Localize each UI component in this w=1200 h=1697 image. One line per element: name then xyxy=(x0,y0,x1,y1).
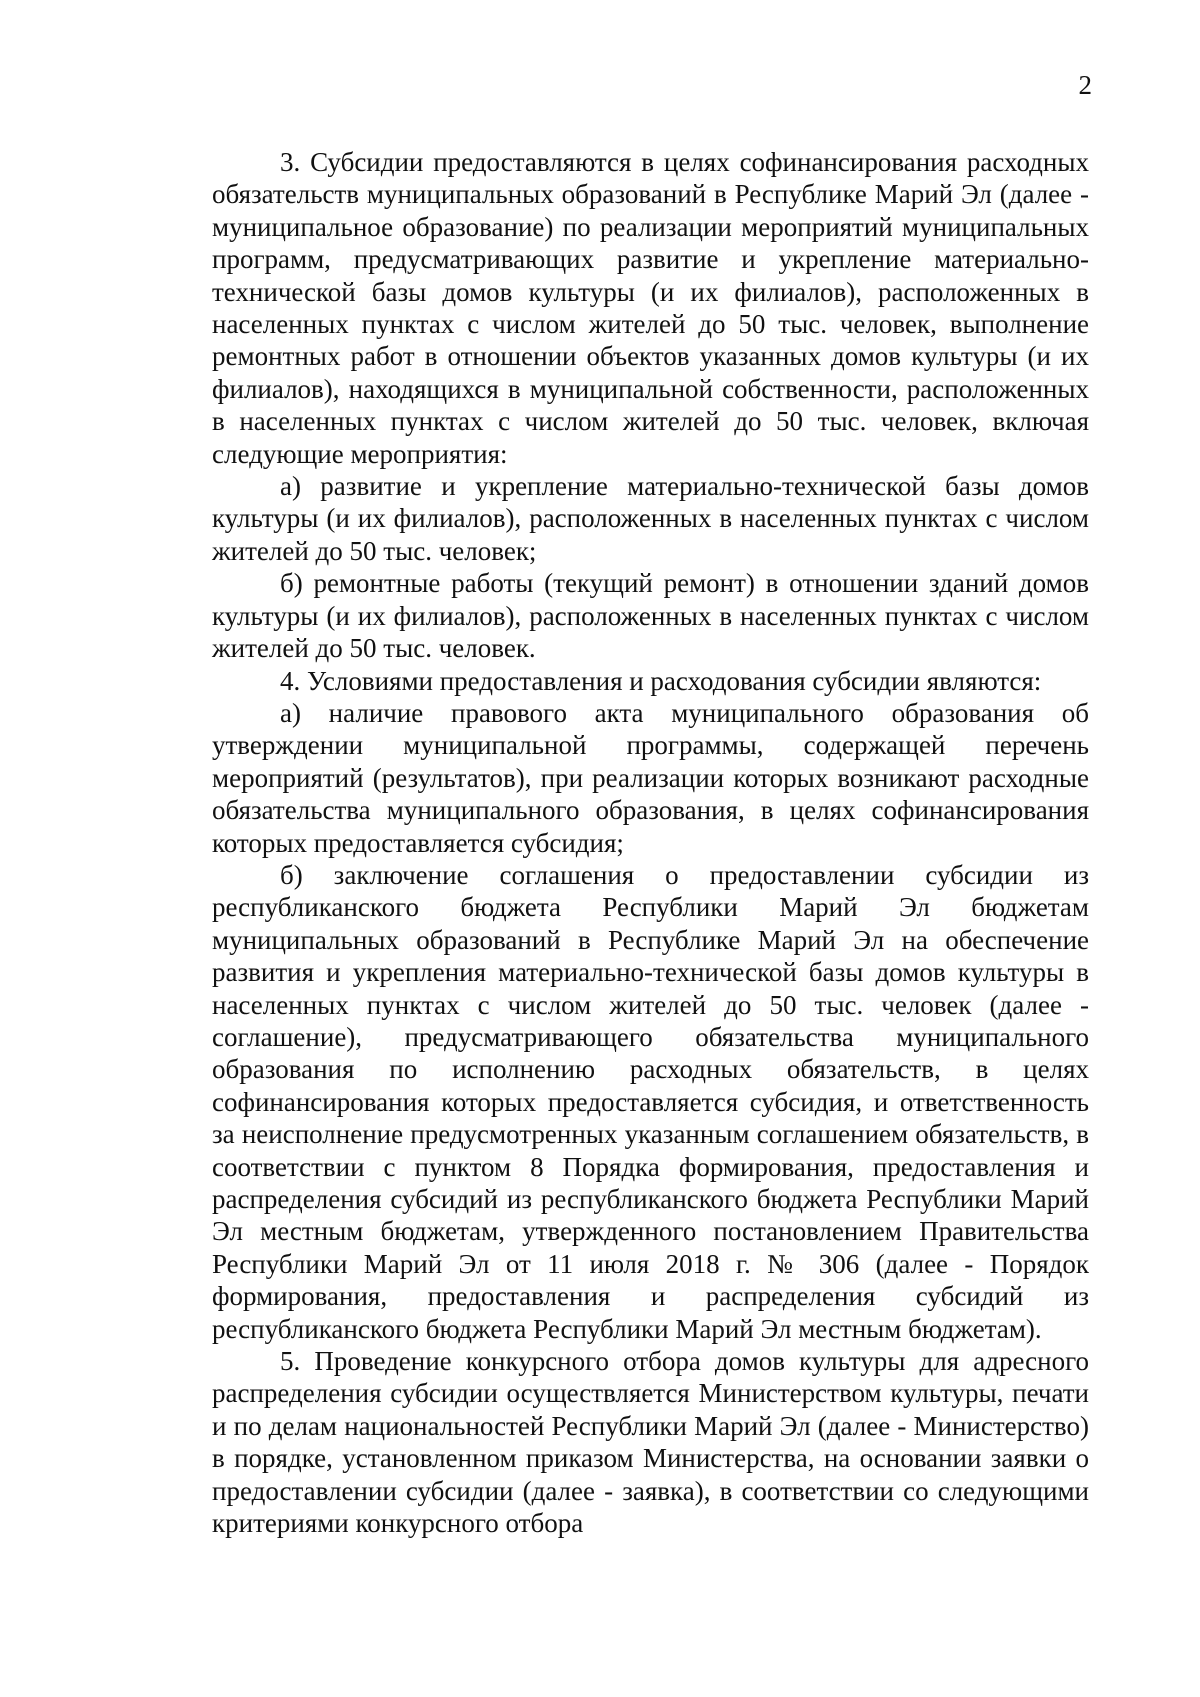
paragraph-4a: а) наличие правового акта муниципального образования об утверждении муниципальной программы, содержащей перечень мероприятий (результатов), при реализации которых возникают расходные обязательства муниципального образования, в целях софинансирования которых предоставляется субсидия; xyxy=(212,697,1089,858)
paragraph-3: 3. Субсидии предоставляются в целях софинансирования расходных обязательств муниципальных образований в Республике Марий Эл (далее - муниципальное образование) по реализации мероприятий муниципальных программ, предусматривающих развитие и укрепление материально-технической базы домов культуры (и их филиалов), расположенных в населенных пунктах с числом жителей до 50 тыс. человек, выполнение ремонтных работ в отношении объектов указанных домов культуры (и их филиалов), находящихся в муниципальной собственности, расположенных в населенных пунктах с числом жителей до 50 тыс. человек, включая следующие мероприятия: xyxy=(212,147,1089,469)
paragraph-5: 5. Проведение конкурсного отбора домов культуры для адресного распределения субсидии осуществляется Министерством культуры, печати и по делам национальностей Республики Марий Эл (далее - Министерство) в порядке, установленном приказом Министерства, на основании заявки о предоставлении субсидии (далее - заявка), в соответствии со следующими критериями конкурсного отбора xyxy=(212,1346,1089,1539)
paragraph-4b: б) заключение соглашения о предоставлении субсидии из республиканского бюджета Республики Марий Эл бюджетам муниципальных образований в Республике Марий Эл на обеспечение развития и укрепления материально-технической базы домов культуры в населенных пунктах с числом жителей до 50 тыс. человек (далее - соглашение), предусматривающего обязательства муниципального образования по исполнению расходных обязательств, в целях софинансирования которых предоставляется субсидия, и ответственность за неисполнение предусмотренных указанным соглашением обязательств, в соответствии с пунктом 8 Порядка формирования, предоставления и распределения субсидий из республиканского бюджета Республики Марий Эл местным бюджетам, утвержденного постановлением Правительства Республики Марий Эл от 11 июля 2018 г. № 306 (далее - Порядок формирования, предоставления и распределения субсидий из республиканского бюджета Республики Марий Эл местным бюджетам). xyxy=(212,859,1089,1344)
paragraph-4: 4. Условиями предоставления и расходования субсидии являются: xyxy=(280,665,1042,696)
page-number: 2 xyxy=(1078,70,1092,100)
paragraph-3b: б) ремонтные работы (текущий ремонт) в отношении зданий домов культуры (и их филиалов), расположенных в населенных пунктах с числом жителей до 50 тыс. человек. xyxy=(212,568,1089,664)
paragraph-3a: а) развитие и укрепление материально-технической базы домов культуры (и их филиалов), расположенных в населенных пунктах с числом жителей до 50 тыс. человек; xyxy=(212,471,1089,566)
document-body xyxy=(212,146,1089,1539)
